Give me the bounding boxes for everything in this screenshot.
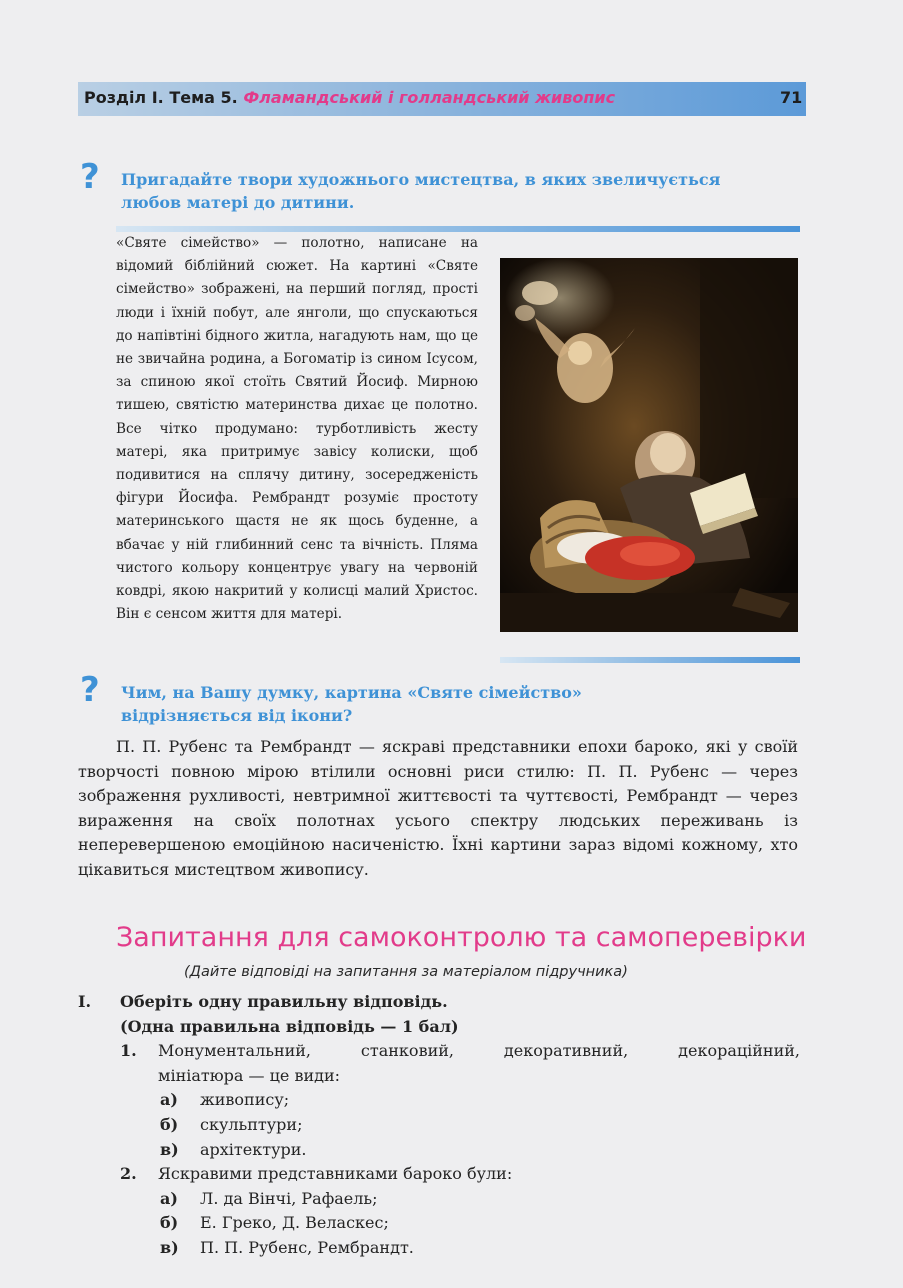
option-text: живопису; — [200, 1090, 290, 1110]
quiz-option — [78, 1236, 800, 1261]
option-text: Е. Греко, Д. Веласкес; — [200, 1213, 389, 1233]
self-check-subtitle: (Дайте відповіді на запитання за матеріалом підручника) — [184, 964, 628, 980]
self-check-quiz — [78, 990, 800, 1261]
question-text: мініатюра — це види: — [158, 1065, 341, 1085]
option-letter: в) — [160, 1139, 179, 1159]
quiz-part-note — [78, 1015, 800, 1040]
quiz-question-2 — [78, 1162, 800, 1187]
option-text: архітектури. — [200, 1139, 307, 1159]
quiz-question-1 — [78, 1039, 800, 1064]
part-note: (Одна правильна відповідь — 1 бал) — [120, 1016, 459, 1036]
option-letter: б) — [160, 1213, 179, 1233]
quiz-option — [78, 1211, 800, 1236]
option-text: П. П. Рубенс, Рембрандт. — [200, 1237, 414, 1257]
question-text: Монументальний, станковий, декоративний, декораційний, — [158, 1041, 800, 1061]
option-text: Л. да Вінчі, Рафаель; — [200, 1188, 378, 1208]
quiz-option — [78, 1113, 800, 1138]
painting-image — [500, 258, 798, 632]
reflection-question-2 — [121, 681, 801, 727]
quiz-question-1-continued — [78, 1064, 800, 1089]
quiz-part-heading — [78, 990, 800, 1015]
painting-description: «Святе сімейство» — полотно, написане на відомий біблійний сюжет. На картині «Святе сімейство» зображені, на перший погляд, прості люди і їхній побут, але янголи, що спускаються до напівтіні бідного житла, нагадують нам, що це не звичайна родина, а Богоматір із сином Ісусом, за спиною якої стоїть Святий Йосиф. Мирною тишею, святістю материнства дихає це полотно. Все чітко продумано: турботливість жесту матері, яка притримує завісу колиски, щоб подивитися на сплячу дитину, зосередженість фігури Йосифа. Рембрандт розуміє простоту материнського щастя не як щось буденне, а вбачає у ній глибинний сенс та вічність. Пляма чистого кольору концентрує увагу на червоній ковдрі, якою накритий у колисці малий Христос. Він є сенсом життя для матері. — [116, 235, 478, 623]
header-topic: Фламандський і голландський живопис — [243, 88, 616, 107]
option-letter: а) — [160, 1090, 178, 1110]
question-text: Яскравими представниками бароко були: — [158, 1164, 513, 1184]
question-1-line-1: Пригадайте твори художнього мистецтва, в яких звеличується — [121, 170, 721, 189]
question-mark-icon: ? — [80, 670, 100, 710]
option-letter: в) — [160, 1237, 179, 1257]
question-2-line-1: Чим, на Вашу думку, картина «Святе сімейство» — [121, 683, 582, 702]
part-title: Оберіть одну правильну відповідь. — [120, 992, 448, 1011]
quiz-option — [78, 1187, 800, 1212]
quiz-option — [78, 1138, 800, 1163]
self-check-title: Запитання для самоконтролю та самоперевірки — [116, 922, 807, 953]
question-number: 1. — [120, 1041, 137, 1061]
option-letter: а) — [160, 1188, 178, 1208]
running-header — [84, 88, 615, 110]
divider-bottom — [500, 657, 800, 663]
reflection-question-1 — [121, 168, 801, 214]
question-1-line-2: любов матері до дитини. — [121, 193, 355, 212]
option-letter: б) — [160, 1114, 179, 1134]
question-number: 2. — [120, 1164, 137, 1184]
header-section: Розділ І. Тема 5. — [84, 88, 238, 107]
option-text: скульптури; — [200, 1114, 303, 1134]
quiz-option — [78, 1088, 800, 1113]
holy-family-painting — [500, 258, 798, 632]
page-number: 71 — [780, 88, 803, 107]
part-number: I. — [78, 992, 92, 1011]
question-2-line-2: відрізняється від ікони? — [121, 706, 353, 725]
baroque-summary-paragraph: П. П. Рубенс та Рембрандт — яскраві представники епохи бароко, які у своїй творчості повною мірою втілили основні риси стилю: П. П. Рубенс — через зображення рухливості, невтримної життєвості та чуттєвості, Рембрандт — через вираження на своїх полотнах усього спектру людських переживань із неперевершеною емоційною насиченістю. Їхні картини зараз відомі кожному, хто цікавиться мистецтвом живопису. — [78, 737, 798, 879]
question-mark-icon: ? — [80, 157, 100, 197]
